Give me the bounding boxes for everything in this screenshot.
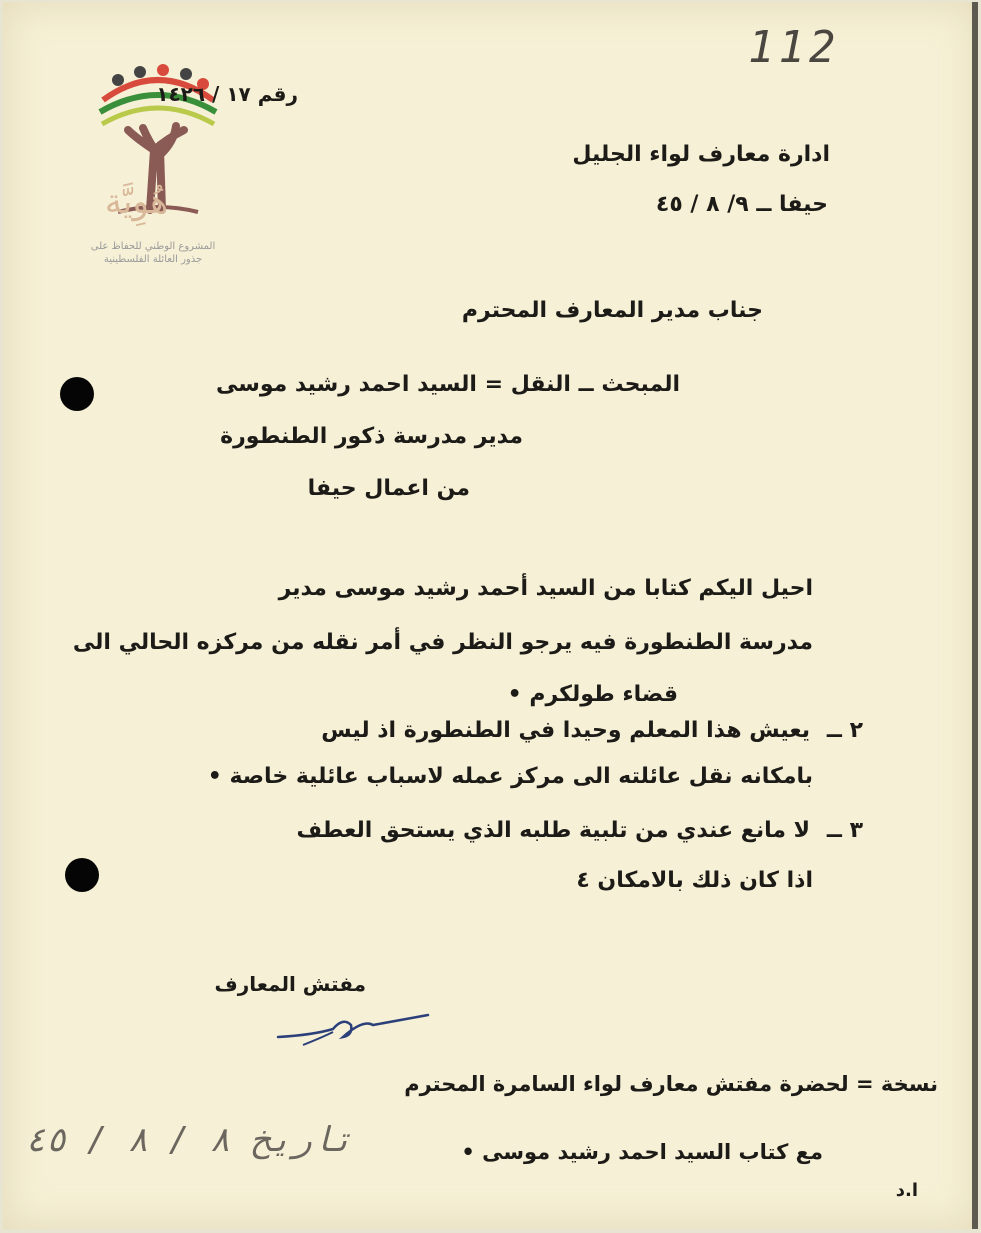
pencil-date-annotation: تاريخ ٨ / ٨ / ٤٥ — [25, 1120, 353, 1160]
logo-tagline — [63, 240, 243, 266]
copy-line: مع كتاب السيد احمد رشيد موسى • — [461, 1140, 823, 1164]
logo-person — [157, 64, 169, 76]
typist-initials: ا.د — [895, 1180, 918, 1201]
signature-title: مفتش المعارف — [214, 972, 366, 996]
subject-line: المبحث ــ النقل = السيد احمد رشيد موسى — [215, 372, 680, 397]
point-text: يعيش هذا المعلم وحيدا في الطنطورة اذ ليس — [321, 718, 810, 743]
page-number: 112 — [748, 22, 840, 73]
handwritten-signature — [273, 1007, 433, 1052]
punch-hole — [65, 858, 99, 892]
point-number: ٢ ــ — [826, 718, 863, 743]
logo-tagline-line: جذور العائلة الفلسطينية — [103, 254, 203, 265]
letter-page — [3, 2, 978, 1229]
reference-number: رقم ١٧ / ١٤٢٦ — [156, 82, 298, 106]
logo-person — [134, 66, 146, 78]
point-text: لا مانع عندي من تلبية طلبه الذي يستحق العطف — [296, 818, 810, 843]
place-date: حيفا ــ ٩/ ٨ / ٤٥ — [655, 192, 828, 217]
hawiya-tree-logo — [88, 20, 228, 270]
logo-wordmark: هُوِيَّة — [104, 182, 168, 222]
body-line: قضاء طولكرم • — [507, 682, 678, 707]
body-line: احيل اليكم كتابا من السيد أحمد رشيد موسى مدير — [278, 576, 813, 601]
scan-edge — [972, 2, 978, 1229]
logo-tagline-line: المشروع الوطني للحفاظ على — [90, 241, 216, 252]
logo-person — [112, 74, 124, 86]
logo-person — [180, 68, 192, 80]
punch-hole — [60, 377, 94, 411]
copy-line: نسخة = لحضرة مفتش معارف لواء السامرة المحترم — [404, 1072, 938, 1096]
point-text: بامكانه نقل عائلته الى مركز عمله لاسباب عائلية خاصة • — [207, 764, 813, 789]
point-number: ٣ ــ — [826, 818, 863, 843]
point-text: اذا كان ذلك بالامكان ٤ — [576, 868, 813, 893]
body-line: مدرسة الطنطورة فيه يرجو النظر في أمر نقله من مركزه الحالي الى — [72, 630, 813, 655]
recipient-line: جناب مدير المعارف المحترم — [461, 298, 763, 323]
subject-line: من اعمال حيفا — [307, 476, 470, 501]
subject-line: مدير مدرسة ذكور الطنطورة — [220, 424, 523, 449]
department-name: ادارة معارف لواء الجليل — [572, 142, 830, 167]
